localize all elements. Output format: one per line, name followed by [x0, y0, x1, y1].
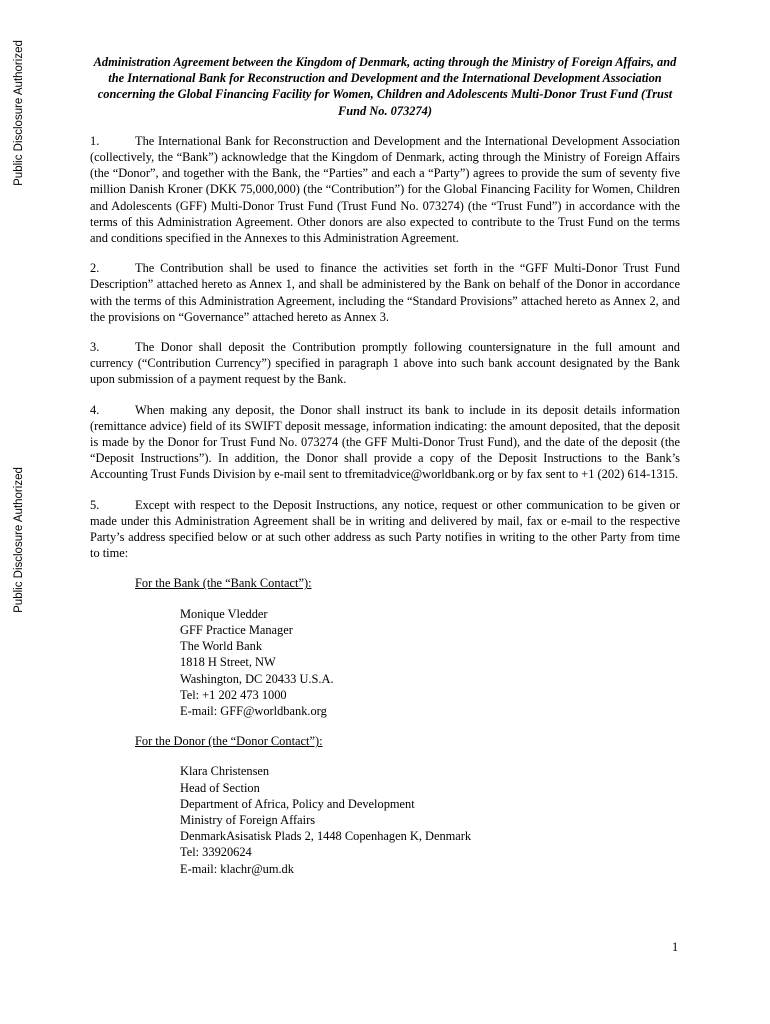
paragraph-number: 4.	[90, 402, 100, 417]
bank-contact-email: E-mail: GFF@worldbank.org	[180, 703, 327, 718]
bank-contact-name: Monique Vledder	[180, 606, 268, 621]
paragraph-1	[90, 133, 680, 246]
paragraph-4	[90, 402, 680, 483]
donor-contact-name: Klara Christensen	[180, 764, 270, 779]
donor-contact-address	[180, 763, 680, 876]
paragraph-2	[90, 260, 680, 325]
paragraph-text: Except with respect to the Deposit Instructions, any notice, request or other communication to be given or made under this Administration Agreement shall be in writing and delivered by mail, fax or e-mail to the respective Party’s address specified below or at such other address as such Party notifies in writing to the other Party from time to time:	[90, 497, 680, 561]
bank-contact-street: 1818 H Street, NW	[180, 655, 276, 670]
document-title: Administration Agreement between the Kingdom of Denmark, acting through the Ministry of Foreign Affairs, and the International Bank for Reconstruction and Development and the International Development Association concerning the Global Financing Facility for Women, Children and Adolescents Multi-Donor Trust Fund (Trust Fund No. 073274)	[93, 55, 677, 118]
paragraph-number: 3.	[90, 340, 100, 355]
paragraph-text: The International Bank for Reconstruction and Development and the International Development Association (collectively, the “Bank”) acknowledge that the Kingdom of Denmark, acting through the Ministry of Foreign Affairs (the “Donor”, and together with the Bank, the “Parties” and each a “Party”) agrees to provide the sum of seventy five million Danish Kroner (DKK 75,000,000) (the “Contribution”) for the Global Financing Facility for Women, Children and Adolescents (GFF) Multi-Donor Trust Fund (Trust Fund No. 073274) (the “Trust Fund”) in accordance with the terms of this Administration Agreement. Other donors are also expected to contribute to the Trust Fund on the terms and conditions specified in the Annexes to this Administration Agreement.	[90, 133, 680, 246]
paragraph-text: The Donor shall deposit the Contribution promptly following countersignature in the full amount and currency (“Contribution Currency”) specified in paragraph 1 above into such bank account designated by the Bank upon submission of a payment request by the Bank.	[90, 340, 680, 387]
paragraph-text: The Contribution shall be used to finance the activities set forth in the “GFF Multi-Donor Trust Fund Description” attached hereto as Annex 1, and shall be administered by the Bank on behalf of the Donor in accordance with the terms of this Administration Agreement, including the “Standard Provisions” attached hereto as Annex 2, and the provisions on “Governance” attached hereto as Annex 3.	[90, 261, 680, 324]
bank-contact-city: Washington, DC 20433 U.S.A.	[180, 671, 334, 686]
disclosure-label-bottom: Public Disclosure Authorized	[13, 467, 25, 613]
bank-contact-organization: The World Bank	[180, 639, 263, 654]
donor-contact-heading: For the Donor (the “Donor Contact”):	[135, 734, 323, 749]
paragraph-3	[90, 339, 680, 388]
bank-contact-heading: For the Bank (the “Bank Contact”):	[135, 576, 312, 591]
donor-contact-phone: Tel: 33920624	[180, 845, 252, 860]
disclosure-label-top: Public Disclosure Authorized	[13, 40, 25, 186]
donor-contact-street: DenmarkAsisatisk Plads 2, 1448 Copenhagen K, Denmark	[180, 829, 472, 844]
paragraph-text: When making any deposit, the Donor shall instruct its bank to include in its deposit details information (remittance advice) field of its SWIFT deposit message, information indicating: the amount deposited, that the deposit is made by the Donor for Trust Fund No. 073274 (the GFF Multi-Donor Trust Fund), and the date of the deposit (the “Deposit Instructions”). In addition, the Donor shall provide a copy of the Deposit Instructions to the Bank’s Accounting Trust Funds Division by e-mail sent to tfremitadvice@worldbank.org or by fax sent to +1 (202) 614-1315.	[90, 402, 680, 482]
donor-contact-department: Department of Africa, Policy and Development	[180, 796, 415, 811]
bank-contact-title: GFF Practice Manager	[180, 622, 293, 637]
paragraph-number: 5.	[90, 497, 100, 512]
bank-contact-address	[180, 606, 680, 719]
donor-contact-title: Head of Section	[180, 780, 260, 795]
paragraph-number: 2.	[90, 261, 100, 276]
document-body	[90, 54, 680, 891]
donor-contact-email: E-mail: klachr@um.dk	[180, 861, 294, 876]
page-number: 1	[672, 940, 679, 954]
bank-contact-phone: Tel: +1 202 473 1000	[180, 687, 287, 702]
paragraph-5	[90, 497, 680, 562]
paragraph-number: 1.	[90, 133, 100, 148]
donor-contact-ministry: Ministry of Foreign Affairs	[180, 812, 316, 827]
